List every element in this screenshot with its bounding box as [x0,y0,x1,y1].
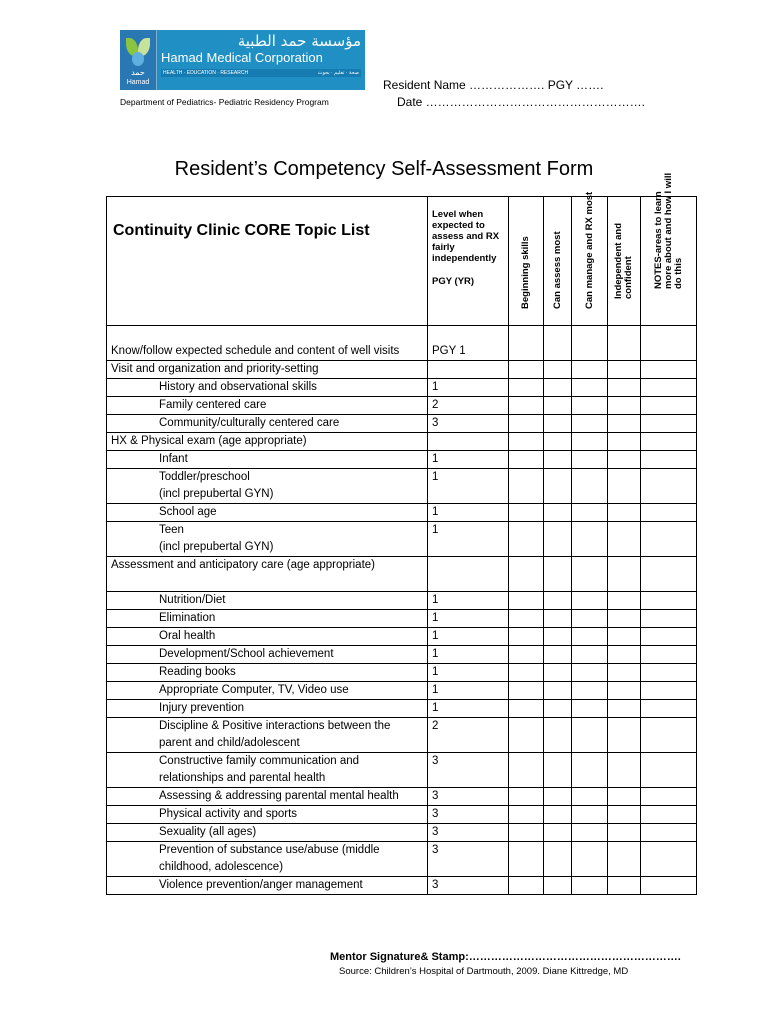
rating-checkbox-cell[interactable] [544,592,572,610]
rating-checkbox-cell[interactable] [509,379,544,397]
rating-checkbox-cell[interactable] [608,361,641,379]
level-cell: 1 [428,664,509,682]
rating-checkbox-cell[interactable] [544,842,572,877]
level-cell: 2 [428,397,509,415]
table-row [107,788,697,806]
topic-cell: Assessing & addressing parental mental health [107,788,428,806]
rating-checkbox-cell[interactable] [544,361,572,379]
rating-checkbox-cell[interactable] [544,788,572,806]
rating-checkbox-cell[interactable] [572,610,608,628]
rating-checkbox-cell[interactable] [509,361,544,379]
rating-checkbox-cell[interactable] [572,433,608,451]
rating-checkbox-cell[interactable] [544,628,572,646]
table-row [107,682,697,700]
level-cell: 3 [428,415,509,433]
rating-checkbox-cell[interactable] [572,451,608,469]
rating-checkbox-cell[interactable] [641,610,697,628]
table-row [107,504,697,522]
rating-checkbox-cell[interactable] [509,700,544,718]
level-cell: 1 [428,504,509,522]
rating-checkbox-cell[interactable] [641,415,697,433]
rating-checkbox-cell[interactable] [608,451,641,469]
rating-checkbox-cell[interactable] [544,824,572,842]
level-column-header [428,197,509,326]
logo-icon-english: Hamad [126,79,150,86]
rating-checkbox-cell[interactable] [641,469,697,504]
rating-checkbox-cell[interactable] [572,397,608,415]
topic-cell: Teen (incl prepubertal GYN) [107,522,428,557]
rating-checkbox-cell[interactable] [509,824,544,842]
rating-checkbox-cell[interactable] [544,397,572,415]
rating-checkbox-cell[interactable] [572,664,608,682]
table-row [107,592,697,610]
rating-checkbox-cell[interactable] [572,469,608,504]
rating-checkbox-cell[interactable] [544,877,572,895]
rating-checkbox-cell[interactable] [641,664,697,682]
topic-cell: Reading books [107,664,428,682]
topic-cell: School age [107,504,428,522]
table-header-row [107,197,697,326]
rating-checkbox-cell[interactable] [641,753,697,788]
table-row [107,433,697,451]
topic-cell: History and observational skills [107,379,428,397]
topic-cell: Appropriate Computer, TV, Video use [107,682,428,700]
table-row [107,469,697,504]
rating-checkbox-cell[interactable] [608,557,641,592]
level-cell: 1 [428,682,509,700]
level-cell [428,557,509,592]
rating-checkbox-cell[interactable] [641,628,697,646]
logo-tagline-bar [161,69,361,77]
rating-checkbox-cell[interactable] [641,700,697,718]
rating-checkbox-cell[interactable] [608,379,641,397]
rating-checkbox-cell[interactable] [641,877,697,895]
department-label: Department of Pediatrics- Pediatric Residency Program [120,97,329,107]
rating-checkbox-cell[interactable] [608,592,641,610]
table-row [107,824,697,842]
rating-checkbox-cell[interactable] [608,504,641,522]
rating-checkbox-cell[interactable] [641,451,697,469]
rating-checkbox-cell[interactable] [608,646,641,664]
logo-english-name: Hamad Medical Corporation [161,50,323,65]
rating-checkbox-cell[interactable] [641,379,697,397]
topic-cell: Nutrition/Diet [107,592,428,610]
table-row [107,877,697,895]
rating-checkbox-cell[interactable] [572,788,608,806]
rating-header-independent: Independent and confident [608,197,641,326]
level-cell: 3 [428,877,509,895]
topic-cell: Know/follow expected schedule and content of well visits [107,326,428,361]
source-citation: Source: Children’s Hospital of Dartmouth, 2009. Diane Kittredge, MD [339,966,629,977]
rating-checkbox-cell[interactable] [509,806,544,824]
rating-checkbox-cell[interactable] [608,753,641,788]
table-row [107,415,697,433]
level-cell: 1 [428,592,509,610]
rating-checkbox-cell[interactable] [509,504,544,522]
rating-checkbox-cell[interactable] [641,592,697,610]
rating-checkbox-cell[interactable] [608,326,641,361]
rating-checkbox-cell[interactable] [544,557,572,592]
competency-table [106,172,697,895]
topic-cell: Injury prevention [107,700,428,718]
topic-cell: Infant [107,451,428,469]
table-row [107,628,697,646]
rating-header-beginning: Beginning skills [509,197,544,326]
rating-checkbox-cell[interactable] [509,592,544,610]
rating-checkbox-cell[interactable] [608,824,641,842]
rating-checkbox-cell[interactable] [608,788,641,806]
rating-checkbox-cell[interactable] [572,842,608,877]
rating-checkbox-cell[interactable] [544,610,572,628]
level-cell: 1 [428,646,509,664]
topic-column-header: Continuity Clinic CORE Topic List [107,197,428,326]
topic-cell: Oral health [107,628,428,646]
rating-checkbox-cell[interactable] [544,700,572,718]
rating-checkbox-cell[interactable] [509,415,544,433]
level-cell: 1 [428,379,509,397]
rating-checkbox-cell[interactable] [572,379,608,397]
rating-checkbox-cell[interactable] [509,753,544,788]
level-cell: 1 [428,522,509,557]
level-cell: 1 [428,628,509,646]
rating-checkbox-cell[interactable] [572,415,608,433]
table-row [107,842,697,877]
rating-checkbox-cell[interactable] [608,415,641,433]
topic-cell: Physical activity and sports [107,806,428,824]
rating-checkbox-cell[interactable] [572,522,608,557]
table-row [107,451,697,469]
rating-checkbox-cell[interactable] [608,700,641,718]
rating-checkbox-cell[interactable] [544,504,572,522]
rating-checkbox-cell[interactable] [572,557,608,592]
level-cell: 3 [428,788,509,806]
rating-checkbox-cell[interactable] [572,718,608,753]
rating-checkbox-cell[interactable] [608,610,641,628]
topic-cell: HX & Physical exam (age appropriate) [107,433,428,451]
level-header-pgy: PGY (YR) [432,276,475,287]
rating-checkbox-cell[interactable] [572,700,608,718]
rating-checkbox-cell[interactable] [641,824,697,842]
table-row [107,646,697,664]
rating-header-assess: Can assess most [544,197,572,326]
rating-checkbox-cell[interactable] [544,806,572,824]
table-row [107,361,697,379]
logo-arabic-name: مؤسسة حمد الطبية [237,32,361,50]
level-cell: 1 [428,700,509,718]
rating-checkbox-cell[interactable] [641,433,697,451]
level-cell [428,361,509,379]
rating-checkbox-cell[interactable] [572,877,608,895]
rating-checkbox-cell[interactable] [608,877,641,895]
form-title: Resident’s Competency Self-Assessment Form [174,158,594,180]
rating-checkbox-cell[interactable] [572,753,608,788]
rating-checkbox-cell[interactable] [509,469,544,504]
rating-checkbox-cell[interactable] [509,557,544,592]
rating-checkbox-cell[interactable] [509,877,544,895]
rating-header-manage: Can manage and RX most [572,197,608,326]
date-field: Date ………………………………………………. [397,95,646,109]
topic-cell: Elimination [107,610,428,628]
rating-checkbox-cell[interactable] [509,842,544,877]
rating-checkbox-cell[interactable] [509,682,544,700]
rating-checkbox-cell[interactable] [544,522,572,557]
rating-checkbox-cell[interactable] [608,433,641,451]
rating-checkbox-cell[interactable] [544,433,572,451]
rating-checkbox-cell[interactable] [544,718,572,753]
rating-checkbox-cell[interactable] [641,557,697,592]
level-cell: 3 [428,824,509,842]
rating-checkbox-cell[interactable] [509,610,544,628]
topic-cell: Sexuality (all ages) [107,824,428,842]
topic-cell: Community/culturally centered care [107,415,428,433]
topic-cell: Violence prevention/anger management [107,877,428,895]
rating-checkbox-cell[interactable] [572,504,608,522]
rating-checkbox-cell[interactable] [509,397,544,415]
logo-tagline-ar: صحة · تعليم · بحوث [317,70,359,76]
topic-cell: Prevention of substance use/abuse (middle childhood, adolescence) [107,842,428,877]
rating-checkbox-cell[interactable] [544,753,572,788]
rating-checkbox-cell[interactable] [544,664,572,682]
level-cell: 1 [428,469,509,504]
level-cell [428,433,509,451]
rating-checkbox-cell[interactable] [509,664,544,682]
table-row [107,379,697,397]
rating-checkbox-cell[interactable] [641,788,697,806]
rating-checkbox-cell[interactable] [509,646,544,664]
rating-checkbox-cell[interactable] [608,664,641,682]
rating-checkbox-cell[interactable] [608,522,641,557]
rating-checkbox-cell[interactable] [572,824,608,842]
topic-cell: Assessment and anticipatory care (age appropriate) [107,557,428,592]
table-row [107,753,697,788]
topic-cell: Constructive family communication and relationships and parental health [107,753,428,788]
rating-checkbox-cell[interactable] [641,718,697,753]
table-row [107,700,697,718]
rating-checkbox-cell[interactable] [641,397,697,415]
logo-icon-arabic: حمد [131,68,145,77]
rating-checkbox-cell[interactable] [641,806,697,824]
rating-checkbox-cell[interactable] [608,469,641,504]
rating-checkbox-cell[interactable] [641,361,697,379]
table-row [107,664,697,682]
rating-checkbox-cell[interactable] [641,842,697,877]
rating-checkbox-cell[interactable] [509,451,544,469]
hmc-logo [120,30,365,90]
table-row [107,557,697,592]
topic-cell: Toddler/preschool (incl prepubertal GYN) [107,469,428,504]
topic-cell: Discipline & Positive interactions between the parent and child/adolescent [107,718,428,753]
table-row [107,806,697,824]
mentor-signature-line: Mentor Signature& Stamp:…………………………………………………. [330,951,681,963]
table-row [107,397,697,415]
level-cell: 1 [428,610,509,628]
rating-checkbox-cell[interactable] [509,326,544,361]
level-cell: 3 [428,842,509,877]
rating-header-notes: NOTES-areas to learn more about and how I will do this [641,197,697,326]
rating-checkbox-cell[interactable] [608,718,641,753]
rating-checkbox-cell[interactable] [641,504,697,522]
rating-checkbox-cell[interactable] [544,326,572,361]
level-cell: 2 [428,718,509,753]
rating-checkbox-cell[interactable] [544,469,572,504]
rating-checkbox-cell[interactable] [509,718,544,753]
rating-checkbox-cell[interactable] [544,646,572,664]
rating-checkbox-cell[interactable] [608,842,641,877]
rating-checkbox-cell[interactable] [608,806,641,824]
rating-checkbox-cell[interactable] [641,522,697,557]
rating-checkbox-cell[interactable] [572,806,608,824]
rating-checkbox-cell[interactable] [509,522,544,557]
rating-checkbox-cell[interactable] [572,682,608,700]
level-cell: 3 [428,753,509,788]
level-header-text: Level when expected to assess and RX fairly independently [432,209,500,264]
logo-tagline-en: HEALTH · EDUCATION · RESEARCH [163,70,249,76]
table-row [107,718,697,753]
rating-checkbox-cell[interactable] [608,628,641,646]
level-cell: 1 [428,451,509,469]
rating-checkbox-cell[interactable] [544,415,572,433]
resident-name-pgy-field: Resident Name ………………. PGY ……. [383,78,604,92]
rating-checkbox-cell[interactable] [608,397,641,415]
rating-checkbox-cell[interactable] [572,628,608,646]
rating-checkbox-cell[interactable] [608,682,641,700]
rating-checkbox-cell[interactable] [641,646,697,664]
rating-checkbox-cell[interactable] [509,433,544,451]
topic-cell: Visit and organization and priority-setting [107,361,428,379]
table-row [107,522,697,557]
rating-checkbox-cell[interactable] [544,379,572,397]
rating-checkbox-cell[interactable] [572,646,608,664]
level-cell: 3 [428,806,509,824]
rating-checkbox-cell[interactable] [572,361,608,379]
rating-checkbox-cell[interactable] [509,788,544,806]
topic-cell: Family centered care [107,397,428,415]
rating-checkbox-cell[interactable] [544,451,572,469]
rating-checkbox-cell[interactable] [509,628,544,646]
rating-checkbox-cell[interactable] [572,326,608,361]
level-cell: PGY 1 [428,326,509,361]
table-row [107,326,697,361]
topic-cell: Development/School achievement [107,646,428,664]
rating-checkbox-cell[interactable] [641,326,697,361]
leaf-logo-icon [120,30,157,90]
rating-checkbox-cell[interactable] [572,592,608,610]
rating-checkbox-cell[interactable] [544,682,572,700]
table-row [107,610,697,628]
rating-checkbox-cell[interactable] [641,682,697,700]
